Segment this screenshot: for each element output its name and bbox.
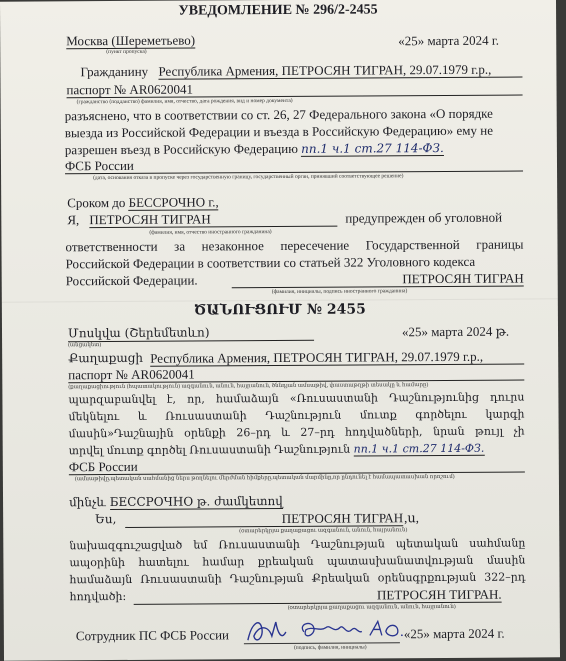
am-date: «25» марта 2024 թ. xyxy=(401,323,510,340)
am-basis-value: пп.1 ч.1 ст.27 114-ФЗ. xyxy=(353,441,485,456)
ru-body-3: разрешен въезд в Российскую Федерацию пп.1 ч.1 ст.27 114-ФЗ. xyxy=(64,140,444,158)
am-body-4: տրվել մուտք գործել Ռուսաստանի Դաշնություն пп.1 ч.1 ст.27 114-ФЗ. xyxy=(68,441,485,458)
ru-resp-3: Российской Федерации. xyxy=(65,272,198,289)
am-basis-caption: (ամսաթիվը,պետական սահմանից ներս թողնելու մերժման հիմքերը,պետական մարմինը,որ ընդունել է համապատասխան որոշում) xyxy=(74,473,455,483)
ru-body-4: ФСБ России xyxy=(65,156,523,175)
ru-to-label: Гражданину xyxy=(80,63,149,80)
am-term-value: БЕССРОЧНО թ. ժամկետով xyxy=(109,493,283,510)
officer-label: Сотрудник ПС ФСБ России xyxy=(75,627,230,644)
ru-term: Сроком до БЕССРОЧНО г., xyxy=(67,194,219,211)
ru-i-value: ПЕТРОСЯН ТИГРАН xyxy=(89,211,337,229)
am-i-suffix: ,ս, xyxy=(404,510,420,526)
ru-title: УВЕДОМЛЕНИЕ № 296/2-2455 xyxy=(178,2,378,19)
am-warn-3: համաձայն Ռուսաստանի Դաշնության Քրեական օրենսգրքության 322–րդ xyxy=(69,570,526,587)
ru-place-caption: (пункт пропуска) xyxy=(106,48,147,56)
officer-caption: (подпись, фамилия, инициалы) xyxy=(293,644,367,651)
am-body-5: ФСБ России xyxy=(69,457,525,476)
ru-to-value: Республика Армения, ПЕТРОСЯН ТИГРАН, 29.07.1979 г.р., xyxy=(158,62,522,80)
am-place-caption: (անցակետ) xyxy=(68,342,102,349)
ru-passport: паспорт № AR0620041 xyxy=(66,80,522,99)
ru-body-1: разъяснено, что в соответствии со ст. 26, 27 Федерального закона «О порядке xyxy=(64,105,493,124)
am-body-3: մասին»Դաշնային օրենքի 26–րդ և 27–րդ հոդվածների, նրան թույլ չի xyxy=(68,424,525,441)
ru-i-label: Я, xyxy=(67,212,80,228)
officer-signature xyxy=(242,613,412,651)
am-warn-2: ապօրինի հատելու համար քրեական պատասխանատվության մասին xyxy=(69,553,526,570)
ru-sign-caption: (фамилия, инициалы, подпись иностранного гражданина) xyxy=(271,288,408,296)
am-name-caption: (օտարերկրյա քաղաքացու ազգանուն, անուն, հայրանուն) xyxy=(239,527,408,535)
ru-resp-3-value: ПЕТРОСЯН ТИГРАН xyxy=(232,271,524,289)
am-to-value: Республика Армения, ПЕТРОСЯН ТИГРАН, 29.07.1979 г.р., xyxy=(150,349,524,367)
ru-resp-2: Российской Федерации в соответствии со статьей 322 Уголовного кодекса xyxy=(65,253,476,272)
am-warn-1: նախազգուշացված եմ Ռուսաստանի Դաշնության պետական սահմանը xyxy=(69,536,526,553)
ru-term-value: БЕССРОЧНО г., xyxy=(128,194,219,210)
am-i-value: ПЕТРОСЯН ТИГРАН xyxy=(125,510,403,528)
ru-warned: предупрежден об уголовной xyxy=(345,209,503,226)
ru-basis-caption: (дата, основания отказа в пропуске через государственную границу, государственный орган, принявший соответствующее решение) xyxy=(93,173,404,182)
am-i-label: Ես, xyxy=(95,512,117,527)
ru-place: Москва (Шереметьево) xyxy=(66,32,196,49)
am-passport: паспорт № AR0620041 xyxy=(68,365,524,384)
am-to-label: Քաղաքացի xyxy=(68,350,144,366)
am-term: մինչև БЕССРОЧНО թ. ժամկետով xyxy=(69,493,283,510)
am-body-1: պարզաբանվել է, որ, համաձայն «Ռուսաստանի Դաշնությունից դուրս xyxy=(68,390,525,407)
ru-name-caption: (фамилия, имя, отчество иностранного гражданина) xyxy=(149,229,272,236)
am-sign-caption: (օտարերկրյա քաղաքացու ազգանուն, անուն, հայրանուն) xyxy=(287,603,456,611)
ru-person-caption: (гражданство (подданство) фамилия, имя, отчество, дата рождения, вид и номер документа) xyxy=(76,97,293,106)
ru-basis-value: пп.1 ч.1 ст.27 114-ФЗ. xyxy=(301,140,444,156)
ru-resp-1: ответственности за незаконное пересечение Государственной границы xyxy=(65,236,524,255)
am-body-2: մեկնելու և Ռուսաստանի Դաշնություն մուտք գործելու կարգի xyxy=(68,407,525,424)
am-warn-4: հոդվածի: xyxy=(69,589,127,604)
ru-body-2: выезда из Российской Федерации и въезда в Российскую Федерацию» ему не xyxy=(64,122,493,141)
am-place: Մոսկվա (Շերեմետևո) xyxy=(68,325,314,343)
am-person-caption: (քաղաքացիություն (հպատակություն) ազգանուն, անուն, հայրանուն, ծննդյան ամսաթիվ, փաստաթղթի տեսակը և համարը) xyxy=(68,382,429,391)
footer-date: «25» марта 2024 г. xyxy=(403,625,505,642)
am-title: ԾԱՆՈՒՑՈՒՄ № 2455 xyxy=(193,301,366,319)
ru-date: «25» марта 2024 г. xyxy=(398,32,500,49)
am-warn-4-value: ПЕТРОСЯН ТИГРАН. xyxy=(134,587,502,605)
